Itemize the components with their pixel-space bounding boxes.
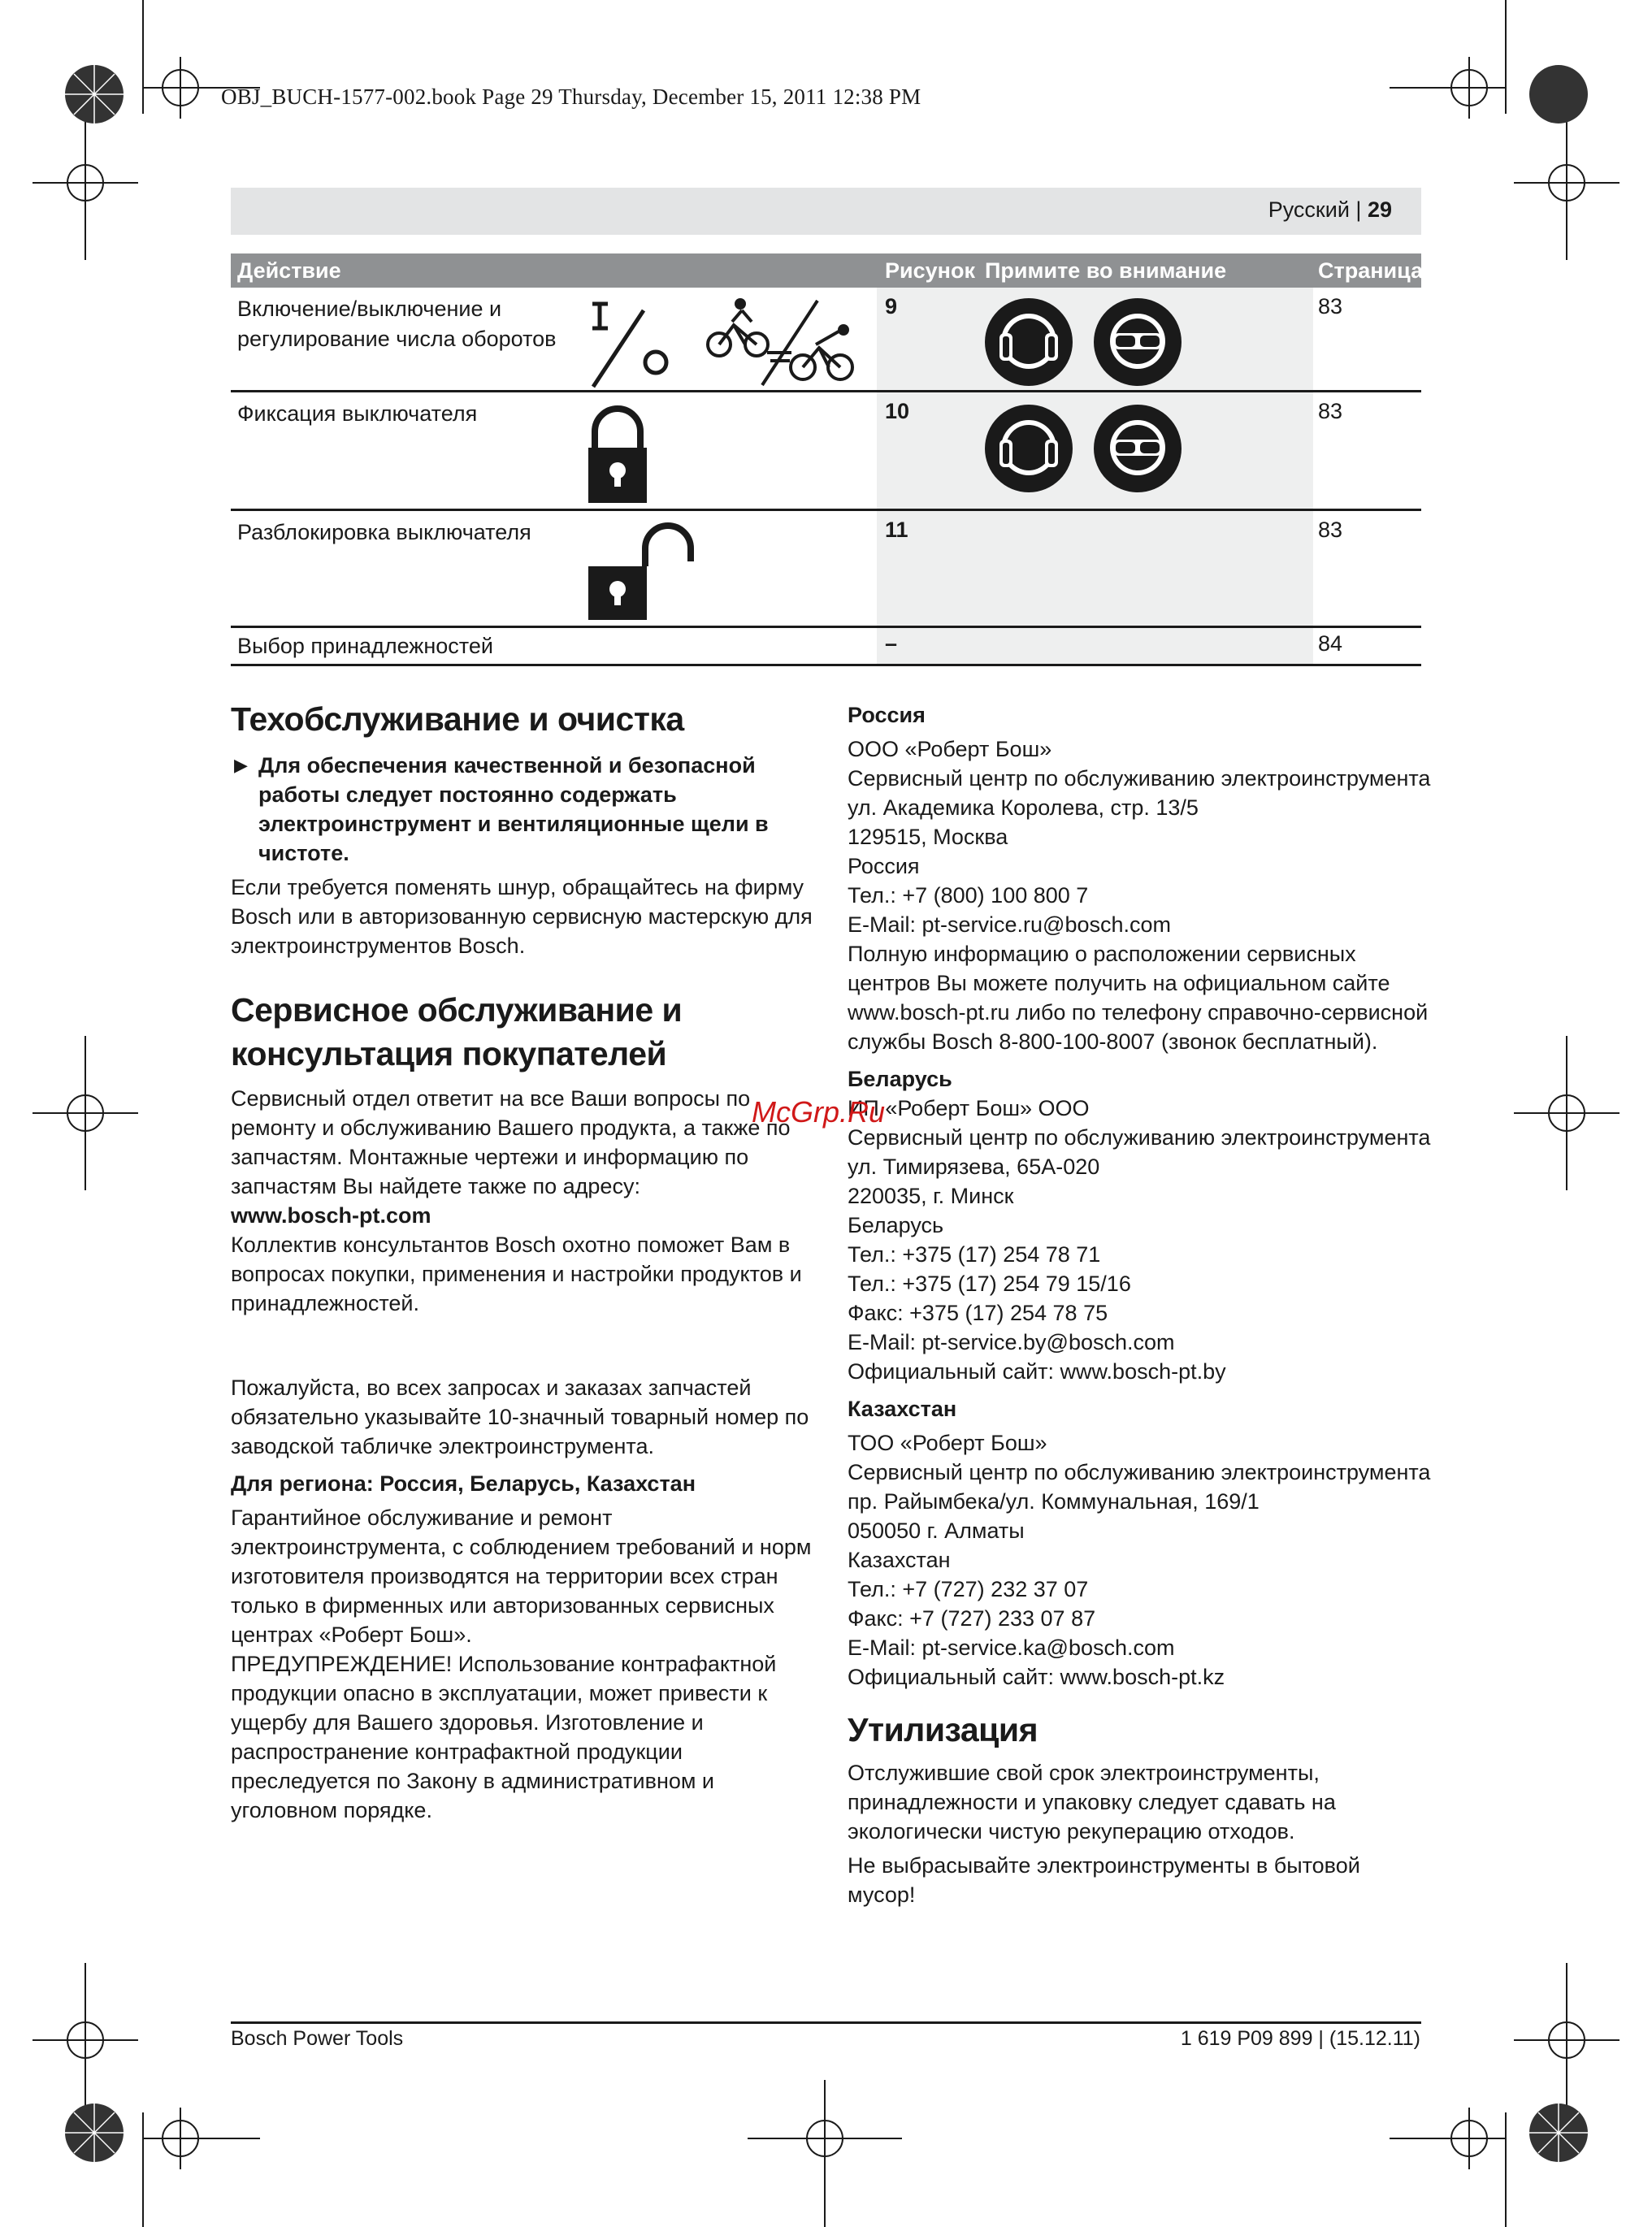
address-line: 050050 г. Алматы bbox=[848, 1519, 1025, 1543]
kazakhstan-title: Казахстан bbox=[848, 1397, 957, 1421]
website-line[interactable]: Официальный сайт: www.bosch-pt.kz bbox=[848, 1665, 1225, 1689]
address-line: Сервисный центр по обслуживанию электроинструмента bbox=[848, 1125, 1431, 1150]
service-p5: ПРЕДУПРЕЖДЕНИЕ! Использование контрафактной продукции опасно в эксплуатации, может привести к ущербу для Вашего здоровья. Изготовление и распространение контрафактной продукции преследуется по Закону в административном и уголовном порядке. bbox=[231, 1652, 777, 1822]
service-p3: Пожалуйста, во всех запросах и заказах запчастей обязательно указывайте 10-значный товарный номер по заводской табличке электроинструмента. bbox=[231, 1376, 809, 1458]
header-page: Страница bbox=[1318, 258, 1424, 283]
on-off-icon bbox=[588, 296, 700, 388]
footer-left: Bosch Power Tools bbox=[231, 2027, 404, 2050]
table-row bbox=[231, 288, 1421, 392]
row-figure: 10 bbox=[885, 399, 910, 423]
header-separator: | bbox=[1355, 197, 1362, 222]
table-row bbox=[231, 628, 1421, 666]
maintenance-title: Техобслуживание и очистка bbox=[231, 700, 684, 738]
address-line: ул. Тимирязева, 65А-020 bbox=[848, 1155, 1100, 1179]
address-line: ул. Академика Королева, стр. 13/5 bbox=[848, 795, 1199, 820]
address-line: Сервисный центр по обслуживанию электроинструмента bbox=[848, 766, 1431, 791]
row-page: 83 bbox=[1318, 518, 1343, 542]
row-page: 84 bbox=[1318, 631, 1343, 656]
page-header-bar bbox=[231, 188, 1421, 235]
phone-line: Тел.: +375 (17) 254 78 71 bbox=[848, 1242, 1101, 1267]
table-row bbox=[231, 392, 1421, 511]
disposal-p2: Не выбрасывайте электроинструменты в бытовой мусор! bbox=[848, 1853, 1360, 1907]
row-page: 83 bbox=[1318, 399, 1343, 423]
footer-rule bbox=[231, 2021, 1421, 2024]
region-title: Для региона: Россия, Беларусь, Казахстан bbox=[231, 1471, 696, 1496]
page-header bbox=[1268, 197, 1392, 223]
kazakhstan-address bbox=[848, 1428, 1433, 1692]
fax-line: Факс: +375 (17) 254 78 75 bbox=[848, 1301, 1108, 1325]
row-page: 83 bbox=[1318, 294, 1343, 318]
footer-right: 1 619 P09 899 | (15.12.11) bbox=[1180, 2027, 1420, 2050]
address-line: Сервисный центр по обслуживанию электроинструмента bbox=[848, 1460, 1431, 1484]
table-header bbox=[231, 253, 1424, 288]
row-action: Включение/выключение и регулирование числа оборотов bbox=[237, 297, 557, 351]
header-figure: Рисунок bbox=[885, 258, 975, 283]
row-figure: 9 bbox=[885, 294, 898, 318]
row-action: Фиксация выключателя bbox=[237, 401, 478, 426]
belarus-title: Беларусь bbox=[848, 1067, 952, 1091]
row-figure: – bbox=[885, 631, 898, 656]
address-line: Казахстан bbox=[848, 1548, 951, 1572]
phone-line: Тел.: +375 (17) 254 79 15/16 bbox=[848, 1272, 1131, 1296]
right-column bbox=[848, 700, 1433, 1909]
eye-protection-icon bbox=[1093, 404, 1182, 493]
table-row bbox=[231, 511, 1421, 628]
disposal-title: Утилизация bbox=[848, 1711, 1038, 1748]
bicycle-fast-icon bbox=[759, 296, 856, 388]
service-p4: Гарантийное обслуживание и ремонт электроинструмента, с соблюдением требований и норм изготовителя производятся на территории всех стран только в фирменных или авторизованных сервисных центрах «Роберт Бош». bbox=[231, 1506, 812, 1647]
row-action: Разблокировка выключателя bbox=[237, 520, 531, 544]
phone-line: Тел.: +7 (727) 232 37 07 bbox=[848, 1577, 1089, 1601]
ear-protection-icon bbox=[984, 404, 1073, 493]
header-note: Примите во внимание bbox=[985, 258, 1227, 283]
russia-address bbox=[848, 734, 1433, 939]
belarus-address bbox=[848, 1094, 1433, 1386]
address-line: ООО «Роберт Бош» bbox=[848, 737, 1052, 761]
bullet-triangle-icon: ▶ bbox=[234, 755, 248, 775]
address-line: 129515, Москва bbox=[848, 825, 1008, 849]
maintenance-bullet bbox=[231, 751, 816, 868]
header-language: Русский bbox=[1268, 197, 1350, 222]
address-line: ИП «Роберт Бош» ООО bbox=[848, 1096, 1090, 1120]
header-page-number: 29 bbox=[1367, 197, 1392, 222]
service-p1: Сервисный отдел ответит на все Ваши вопросы по ремонту и обслуживанию Вашего продукта, а также по запчастям. Монтажные чертежи и информацию по запчастям Вы найдете также по адресу: bbox=[231, 1086, 791, 1198]
service-title-line2: консультация покупателей bbox=[231, 1035, 667, 1072]
watermark: McGrp.Ru bbox=[752, 1095, 886, 1129]
maintenance-text: Если требуется поменять шнур, обращайтесь на фирму Bosch или в авторизованную сервисную мастерскую для электроинструментов Bosch. bbox=[231, 875, 813, 958]
email-line[interactable]: E-Mail: pt-service.by@bosch.com bbox=[848, 1330, 1175, 1354]
service-title-line1: Сервисное обслуживание и bbox=[231, 991, 683, 1029]
email-line[interactable]: E-Mail: pt-service.ru@bosch.com bbox=[848, 912, 1172, 937]
website-line[interactable]: Официальный сайт: www.bosch-pt.by bbox=[848, 1359, 1226, 1384]
russia-title: Россия bbox=[848, 703, 926, 727]
phone-line: Тел.: +7 (800) 100 800 7 bbox=[848, 883, 1089, 908]
address-line: 220035, г. Минск bbox=[848, 1184, 1014, 1208]
lock-open-icon bbox=[587, 519, 697, 622]
row-figure: 11 bbox=[885, 518, 908, 542]
ear-protection-icon bbox=[984, 297, 1073, 387]
address-line: Россия bbox=[848, 854, 920, 878]
lock-closed-icon bbox=[587, 402, 648, 505]
email-line[interactable]: E-Mail: pt-service.ka@bosch.com bbox=[848, 1636, 1175, 1660]
header-action: Действие bbox=[237, 258, 341, 283]
maintenance-bullet-text: Для обеспечения качественной и безопасной работы следует постоянно содержать электроинструмент и вентиляционные щели в чистоте. bbox=[258, 753, 769, 865]
service-p2: Коллектив консультантов Bosch охотно поможет Вам в вопросах покупки, применения и настройки продуктов и принадлежностей. bbox=[231, 1233, 802, 1315]
disposal-p1: Отслужившие свой срок электроинструменты, принадлежности и упаковку следует сдавать на экологически чистую рекуперацию отходов. bbox=[848, 1761, 1336, 1844]
address-line: Беларусь bbox=[848, 1213, 944, 1237]
address-line: ТОО «Роберт Бош» bbox=[848, 1431, 1047, 1455]
row-action: Выбор принадлежностей bbox=[237, 634, 493, 658]
eye-protection-icon bbox=[1093, 297, 1182, 387]
left-column bbox=[231, 697, 816, 1825]
action-table bbox=[231, 253, 1424, 666]
print-slug: OBJ_BUCH-1577-002.book Page 29 Thursday, December 15, 2011 12:38 PM bbox=[221, 84, 921, 109]
address-line: пр. Райымбека/ул. Коммунальная, 169/1 bbox=[848, 1489, 1260, 1514]
russia-info: Полную информацию о расположении сервисных центров Вы можете получить на официальном сайте www.bosch-pt.ru либо по телефону справочно-сервисной службы Bosch 8-800-100-8007 (звонок бесплатный). bbox=[848, 942, 1429, 1054]
fax-line: Факс: +7 (727) 233 07 87 bbox=[848, 1606, 1096, 1631]
service-url[interactable]: www.bosch-pt.com bbox=[231, 1203, 431, 1228]
